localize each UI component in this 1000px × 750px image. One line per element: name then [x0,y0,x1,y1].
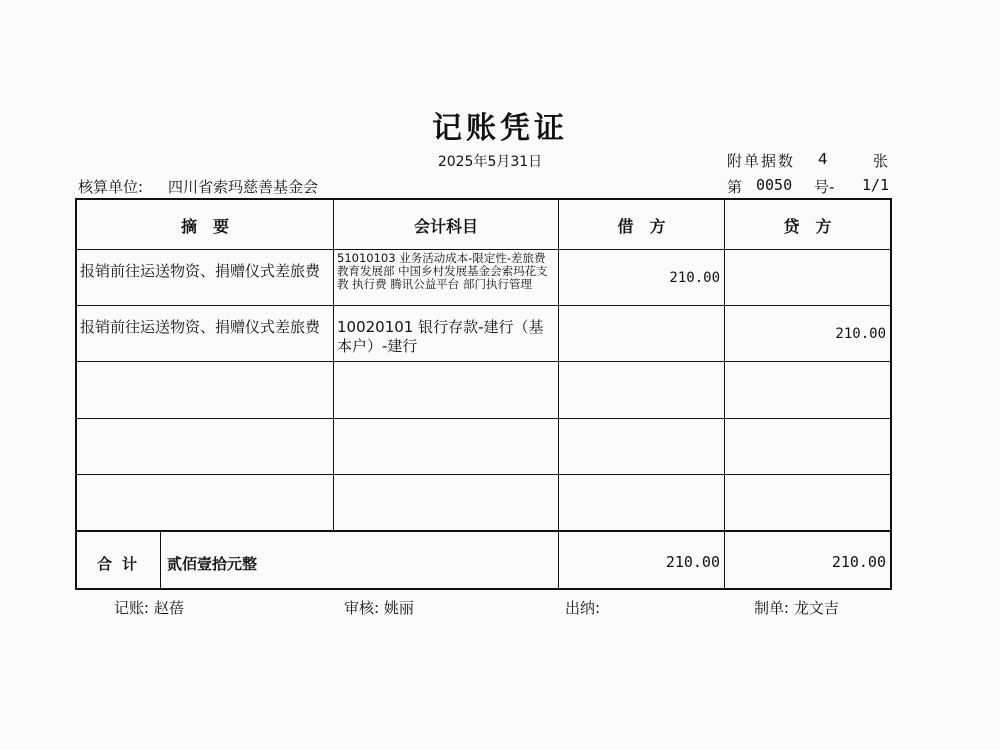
preparer-label: 制单: [754,599,790,617]
cashier-label: 出纳: [565,599,601,617]
total-debit: 210.00 [665,553,720,571]
total-label: 合计 [96,555,147,573]
voucher-number-suffix: 号- [814,178,835,196]
voucher-number: 0050 [756,176,793,194]
footer-cashier [565,597,600,618]
total-amount-in-words: 贰佰壹拾元整 [167,555,258,573]
footer-auditor [344,597,414,618]
footer-preparer [754,597,839,618]
row-summary: 报销前往运送物资、捐赠仪式差旅费 [80,318,321,336]
attachments-label: 附单据数 [727,152,796,170]
voucher-page-count: 1/1 [862,176,890,194]
header-debit: 借 方 [617,217,666,236]
row-credit: 210.00 [835,326,886,342]
voucher-number-prefix: 第 [727,178,743,196]
accounting-unit-name: 四川省索玛慈善基金会 [168,178,319,196]
footer-bookkeeper [114,597,184,618]
header-credit: 贷 方 [783,217,832,236]
header-summary: 摘 要 [180,217,229,236]
bookkeeper-label: 记账: [114,599,150,617]
row-summary: 报销前往运送物资、捐赠仪式差旅费 [80,262,321,280]
auditor-label: 审核: [344,599,380,617]
preparer-name: 龙文吉 [793,599,839,617]
header-account: 会计科目 [413,217,478,236]
attachments-unit: 张 [873,152,889,170]
bookkeeper-name: 赵蓓 [153,599,184,617]
row-account: 51010103 业务活动成本-限定性-差旅费 教育发展部 中国乡村发展基金会索玛花支教 执行费 腾讯公益平台 部门执行管理 [337,251,548,291]
voucher-title: 记账凭证 [432,111,568,146]
total-credit: 210.00 [831,553,886,571]
row-debit: 210.00 [669,270,720,286]
voucher-date: 2025年5月31日 [437,154,543,170]
auditor-name: 姚丽 [383,599,414,617]
row-account: 10020101 银行存款-建行（基本户）-建行 [337,318,544,355]
accounting-unit-label: 核算单位: [78,178,144,196]
attachments-count: 4 [818,150,828,168]
